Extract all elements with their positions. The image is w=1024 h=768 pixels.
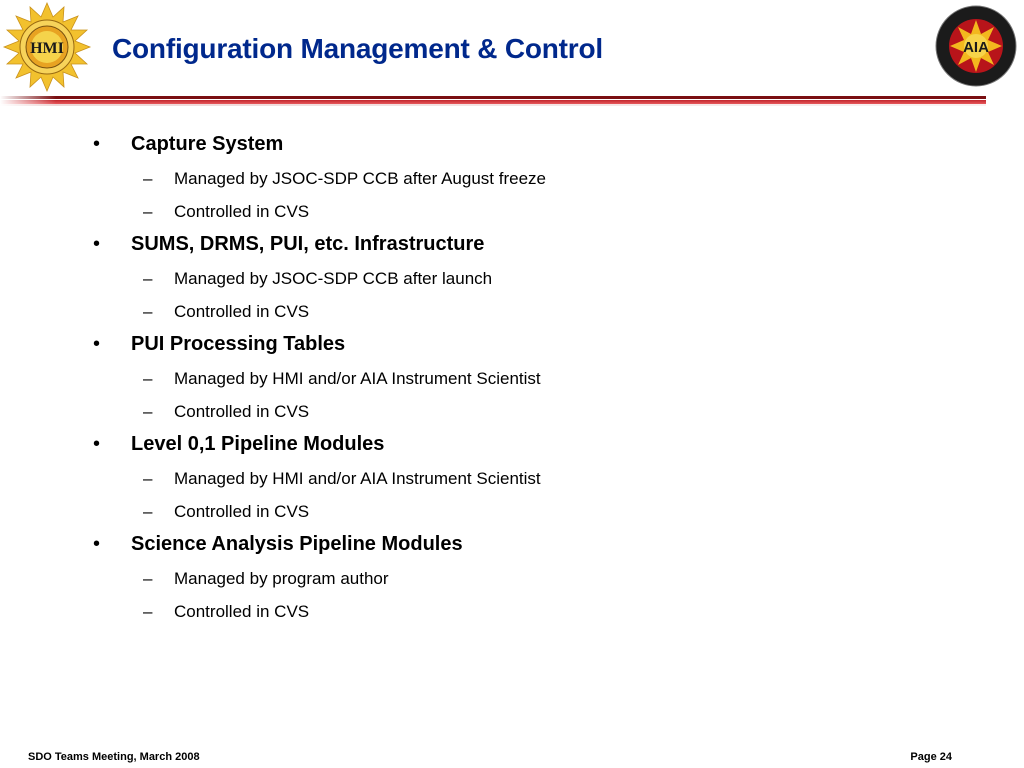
bullet-marker: • <box>93 433 101 455</box>
header-rule-dark <box>0 96 1024 99</box>
bullet-marker: • <box>93 133 101 155</box>
dash-marker: – <box>143 202 153 221</box>
sub-item <box>0 562 1024 595</box>
bullet-label: Science Analysis Pipeline Modules <box>131 533 463 555</box>
dash-marker: – <box>143 402 153 421</box>
dash-marker: – <box>143 302 153 321</box>
bullet-list <box>0 128 1024 628</box>
rule-fade-left <box>0 94 56 108</box>
page-title: Configuration Management & Control <box>112 33 603 64</box>
dash-marker: – <box>143 469 153 488</box>
dash-marker: – <box>143 502 153 521</box>
sub-item-text: Managed by JSOC-SDP CCB after August freeze <box>174 169 546 188</box>
aia-logo <box>934 4 1018 88</box>
dash-marker: – <box>143 602 153 621</box>
sub-item-text: Controlled in CVS <box>174 202 310 221</box>
bullet-group <box>0 528 1024 628</box>
bullet-group <box>0 428 1024 528</box>
bullet-group <box>0 228 1024 328</box>
hmi-logo-text: HMI <box>30 40 64 57</box>
bullet-group <box>0 328 1024 428</box>
bullet-label: Capture System <box>131 133 284 155</box>
bullet-item <box>0 428 1024 462</box>
sub-item <box>0 362 1024 395</box>
sub-item-text: Managed by JSOC-SDP CCB after launch <box>174 269 493 288</box>
bullet-group <box>0 128 1024 228</box>
sub-item <box>0 462 1024 495</box>
sub-item-text: Controlled in CVS <box>174 302 310 321</box>
aia-logo-text: AIA <box>963 39 989 56</box>
dash-marker: – <box>143 369 153 388</box>
footer-page-number: Page 24 <box>910 751 952 763</box>
bullet-marker: • <box>93 333 101 355</box>
sub-item <box>0 262 1024 295</box>
sub-item-text: Managed by HMI and/or AIA Instrument Scientist <box>174 469 541 488</box>
bullet-item <box>0 328 1024 362</box>
bullet-marker: • <box>93 533 101 555</box>
sub-item <box>0 495 1024 528</box>
sub-item <box>0 595 1024 628</box>
bullet-item <box>0 228 1024 262</box>
sub-item-text: Controlled in CVS <box>174 502 310 521</box>
sub-item-text: Managed by program author <box>174 569 389 588</box>
bullet-label: PUI Processing Tables <box>131 333 346 355</box>
sub-item-text: Managed by HMI and/or AIA Instrument Scientist <box>174 369 541 388</box>
sub-item-text: Controlled in CVS <box>174 402 310 421</box>
bullet-label: SUMS, DRMS, PUI, etc. Infrastructure <box>131 233 485 255</box>
sub-item <box>0 195 1024 228</box>
sub-item-text: Controlled in CVS <box>174 602 310 621</box>
sub-item <box>0 295 1024 328</box>
bullet-item <box>0 128 1024 162</box>
bullet-label: Level 0,1 Pipeline Modules <box>131 433 385 455</box>
rule-end-right <box>986 94 1024 108</box>
footer-meeting: SDO Teams Meeting, March 2008 <box>28 751 200 763</box>
dash-marker: – <box>143 569 153 588</box>
sub-item <box>0 162 1024 195</box>
hmi-logo <box>2 2 92 92</box>
sub-item <box>0 395 1024 428</box>
dash-marker: – <box>143 169 153 188</box>
bullet-item <box>0 528 1024 562</box>
dash-marker: – <box>143 269 153 288</box>
bullet-marker: • <box>93 233 101 255</box>
header-rule-shadow <box>0 104 1024 106</box>
